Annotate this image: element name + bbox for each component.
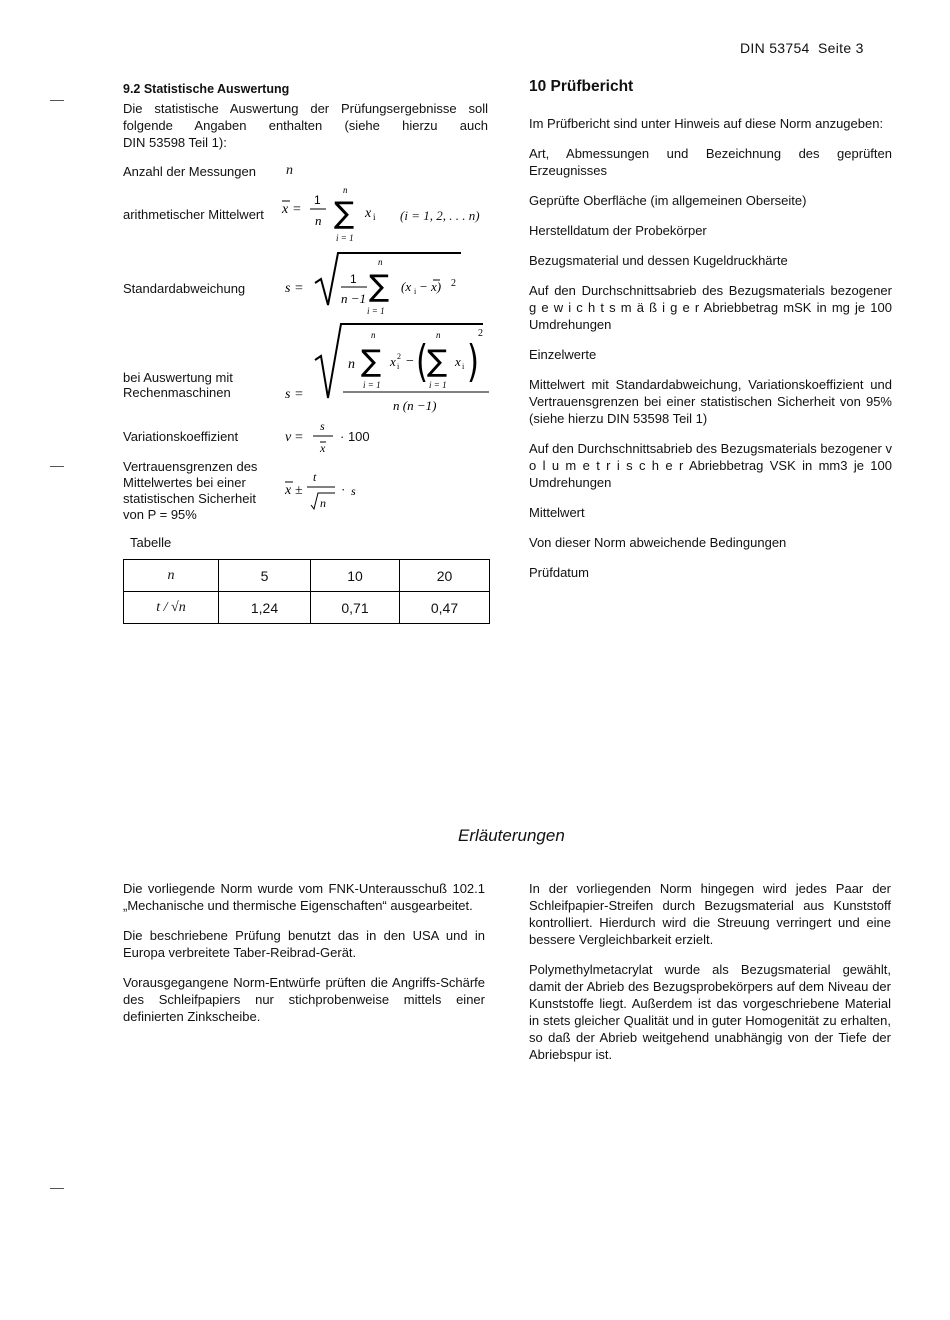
svg-text:n −1: n −1: [341, 291, 367, 306]
svg-text:i: i: [414, 287, 417, 296]
intro-line: folgende Angaben enthalten (siehe hierzu auch: [123, 118, 488, 133]
svg-text:∑: ∑: [369, 269, 390, 304]
svg-text:∑: ∑: [334, 196, 355, 231]
machine-formula: [283, 318, 493, 418]
margin-mark: [50, 466, 64, 467]
svg-text:x: x: [365, 206, 372, 221]
svg-text:n (n −1): n (n −1): [393, 398, 437, 413]
svg-text:s: s: [285, 281, 291, 296]
erlaeuterungen-right: [529, 867, 891, 1066]
machine-label: [123, 370, 233, 400]
margin-mark: [50, 1188, 64, 1189]
svg-text:(: (: [416, 335, 429, 387]
svg-text:n: n: [320, 496, 326, 510]
svg-text:i = 1: i = 1: [367, 306, 385, 316]
svg-text:·: ·: [341, 482, 346, 497]
svg-text:(x: (x: [401, 279, 412, 294]
count-symbol: n: [286, 163, 293, 178]
paragraph: Polymethylmetacrylat wurde als Bezugsmaterial gewählt, damit der Abrieb des Bezugsprobekörpers auf dem Niveau der Kunststoffe liegt. Außerdem ist das vorgeschriebene Material in stets gleicher Qualität und in guter Homogenität zu erhalten, so daß der Abrieb weitgehend unabhängig von der Tiefe der Abriebspur ist.: [529, 962, 891, 1062]
ci-label-line: Mittelwertes bei einer: [123, 475, 246, 490]
list-item: Geprüfte Oberfläche (im allgemeinen Oberseite): [529, 193, 807, 208]
svg-text:n: n: [378, 257, 383, 267]
svg-text:x: x: [455, 354, 461, 369]
table-label: Tabelle: [130, 535, 172, 550]
svg-text:t: t: [313, 470, 317, 484]
svg-text:v: v: [285, 430, 292, 445]
svg-text:=: =: [295, 281, 303, 296]
svg-text:2: 2: [478, 328, 483, 339]
ci-label-line: Vertrauensgrenzen des: [123, 459, 258, 474]
section-title-10: 10 Prüfbericht: [529, 78, 634, 95]
table-cell: 5: [219, 560, 311, 592]
svg-text:=: =: [293, 202, 301, 217]
ci-label-line: von P = 95%: [123, 507, 197, 522]
svg-text:i = 1: i = 1: [429, 380, 447, 390]
list-item: Art, Abmessungen und Bezeichnung des geprüften Erzeugnisses: [529, 146, 892, 178]
svg-text:i: i: [397, 362, 400, 371]
standard-code: DIN 53754: [740, 40, 810, 56]
table-row: [124, 560, 490, 592]
ci-label: [123, 459, 257, 523]
svg-text:=: =: [295, 387, 303, 402]
svg-text:∑: ∑: [361, 344, 382, 379]
table-cell: 1,24: [219, 592, 311, 624]
table-header-cell: n: [124, 560, 219, 592]
svg-text:1: 1: [350, 272, 357, 286]
svg-text:): ): [467, 335, 480, 387]
svg-text:i: i: [373, 212, 376, 222]
std-formula: [283, 245, 483, 320]
report-list: [529, 102, 892, 584]
svg-text:=: =: [295, 430, 303, 445]
svg-text:i = 1: i = 1: [363, 380, 381, 390]
svg-text:n: n: [343, 185, 348, 195]
t-table: [123, 559, 490, 624]
list-item: Von dieser Norm abweichende Bedingungen: [529, 535, 787, 550]
paragraph: Die vorliegende Norm wurde vom FNK-Unterausschuß 102.1 „Mechanische und thermische Eigenschaften“ ausgearbeitet.: [123, 881, 485, 913]
table-cell: 0,47: [400, 592, 490, 624]
list-item: Prüfdatum: [529, 565, 589, 580]
list-item: Auf den Durchschnittsabrieb des Bezugsmaterials bezogener g e w i c h t s m ä ß i g e r Abriebbetrag mSK in mg je 100 Umdrehungen: [529, 283, 892, 332]
ci-label-line: statistischen Sicherheit: [123, 491, 256, 506]
list-item: Mittelwert: [529, 505, 585, 520]
margin-mark: [50, 100, 64, 101]
erlaeuterungen-title: Erläuterungen: [458, 826, 565, 845]
svg-text:− x): − x): [419, 279, 442, 294]
svg-text:x: x: [390, 354, 396, 369]
paragraph: Vorausgegangene Norm-Entwürfe prüften die Angriffs-Schärfe des Schleifpapiers nur stichprobenweise mittels einer definierten Zinkscheibe.: [123, 975, 485, 1024]
list-item: Herstelldatum der Probekörper: [529, 223, 707, 238]
list-item: Auf den Durchschnittsabrieb des Bezugsmaterials bezogener v o l u m e t r i s c h e r Abriebbetrag VSK in mm3 je 100 Umdrehungen: [529, 441, 892, 490]
machine-label-line: Rechenmaschinen: [123, 385, 231, 400]
svg-text:s: s: [320, 419, 325, 433]
table-cell: 20: [400, 560, 490, 592]
section-title-9-2: 9.2 Statistische Auswertung: [123, 82, 290, 96]
svg-text:2: 2: [397, 352, 401, 361]
paragraph: In der vorliegenden Norm hingegen wird jedes Paar der Schleifpapier-Streifen durch Bezugsmaterial aus Kunststoff kontrolliert. Hierdurch wird die Streuung verringert und eine bessere Vergleichbarkeit erzielt.: [529, 881, 891, 947]
erlaeuterungen-left: [123, 867, 485, 1028]
intro-line: Die statistische Auswertung der Prüfungsergebnisse soll: [123, 101, 488, 116]
paragraph: Die beschriebene Prüfung benutzt das in den USA und in Europa verbreitete Taber-Reibrad-Gerät.: [123, 928, 485, 960]
svg-text:n: n: [348, 357, 355, 372]
svg-text:i: i: [462, 362, 465, 371]
report-intro: Im Prüfbericht sind unter Hinweis auf diese Norm anzugeben:: [529, 116, 884, 131]
mean-label: arithmetischer Mittelwert: [123, 207, 264, 222]
table-row: [124, 592, 490, 624]
section-intro: [123, 100, 488, 151]
list-item: Einzelwerte: [529, 347, 597, 362]
page-header: [740, 40, 864, 56]
mean-formula: [280, 182, 390, 248]
count-label: Anzahl der Messungen: [123, 164, 256, 179]
svg-text:s: s: [351, 484, 356, 498]
svg-text:∑: ∑: [427, 344, 448, 379]
svg-text:n: n: [315, 213, 322, 228]
table-cell: 10: [311, 560, 400, 592]
svg-text:n: n: [436, 330, 441, 340]
svg-text:2: 2: [451, 278, 456, 289]
cv-label: Variationskoeffizient: [123, 429, 239, 444]
svg-text:x: x: [282, 202, 289, 217]
svg-text:i = 1: i = 1: [336, 233, 354, 243]
table-cell: 0,71: [311, 592, 400, 624]
svg-text:n: n: [371, 330, 376, 340]
svg-text:x: x: [320, 441, 326, 455]
svg-text:−: −: [406, 354, 414, 369]
std-label: Standardabweichung: [123, 281, 246, 296]
cv-tail: · 100: [340, 429, 370, 444]
cv-formula: [283, 415, 343, 460]
list-item: Bezugsmaterial und dessen Kugeldruckhärte: [529, 253, 788, 268]
intro-line: DIN 53598 Teil 1):: [123, 135, 227, 150]
svg-text:1: 1: [314, 193, 321, 207]
ci-formula: [283, 467, 373, 517]
machine-label-line: bei Auswertung mit: [123, 370, 233, 385]
table-header-cell: t / √n: [124, 592, 219, 624]
svg-text:±: ±: [295, 483, 303, 498]
svg-text:s: s: [285, 387, 291, 402]
mean-range: (i = 1, 2, . . . n): [400, 208, 480, 223]
list-item: Mittelwert mit Standardabweichung, Variationskoeffizient und Vertrauensgrenzen bei einer statistischen Sicherheit von 95% (siehe hierzu DIN 53598 Teil 1): [529, 377, 892, 426]
page-number: Seite 3: [818, 40, 864, 56]
svg-text:x: x: [285, 483, 292, 498]
